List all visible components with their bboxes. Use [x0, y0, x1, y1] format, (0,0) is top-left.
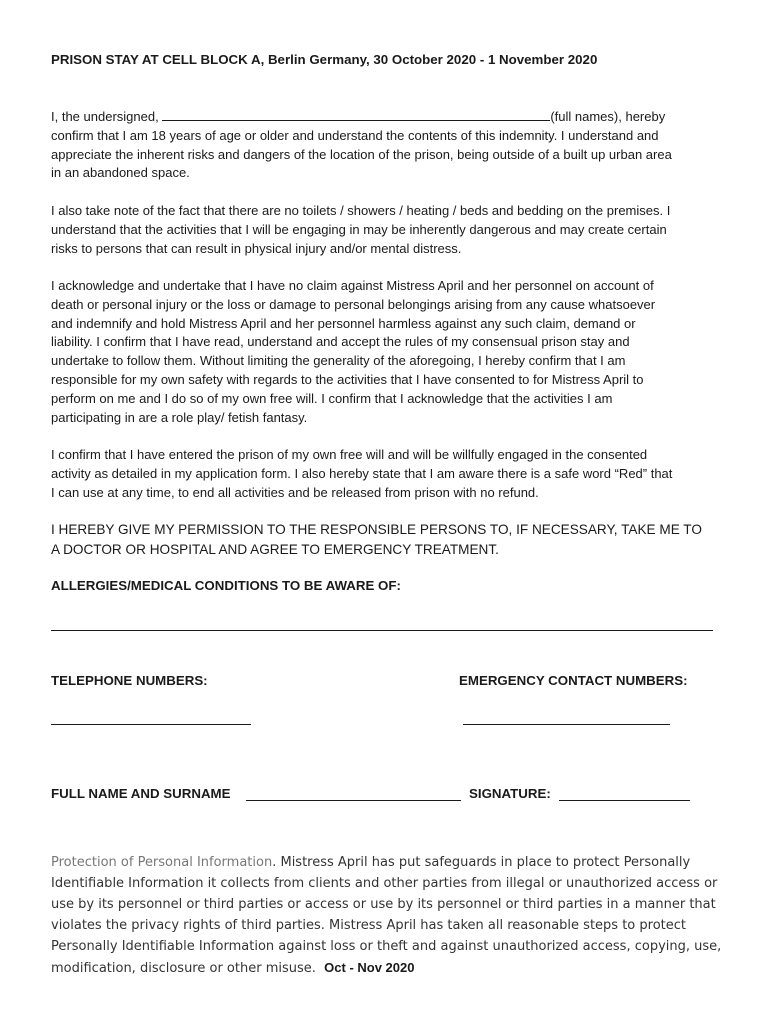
- allergies-label: ALLERGIES/MEDICAL CONDITIONS TO BE AWARE OF:: [51, 578, 401, 593]
- permission-paragraph: [51, 520, 702, 560]
- confirm-line: activity as detailed in my application form. I also hereby state that I am aware there is a safe word “Red” that: [51, 465, 673, 481]
- privacy-body: . Mistress April has put safeguards in place to protect Personally Identifiable Information it collects from clients and other parties from illegal or unauthorized access or use by its personnel or third parties or access or use by its personnel or third parties in a manner that violates the privacy rights of third parties. Mistress April has taken all reasonable steps to protect Personally Identifiable Information against loss or theft and against unauthorized access, copying, use, modification, disclosure or other misuse.: [51, 855, 722, 976]
- allergies-field[interactable]: [51, 617, 713, 631]
- confirm-line: I can use at any time, to end all activities and be released from prison with no refund.: [51, 484, 539, 500]
- intro-line: appreciate the inherent risks and dangers of the location of the prison, being outside of a built up urban area: [51, 146, 672, 162]
- permission-line: I HEREBY GIVE MY PERMISSION TO THE RESPONSIBLE PERSONS TO, IF NECESSARY, TAKE ME TO: [51, 522, 702, 537]
- acknowledge-line: perform on me and I do so of my own free will. I confirm that I acknowledge that the activities I am: [51, 390, 613, 406]
- signature-label: SIGNATURE:: [469, 786, 551, 801]
- privacy-lead: Protection of Personal Information: [51, 855, 273, 870]
- acknowledge-line: liability. I confirm that I have read, understand and accept the rules of my consensual prison stay and: [51, 334, 630, 350]
- document-title: PRISON STAY AT CELL BLOCK A, Berlin Germany, 30 October 2020 - 1 November 2020: [51, 52, 598, 67]
- full-name-label: FULL NAME AND SURNAME: [51, 786, 231, 801]
- emergency-contact-field[interactable]: [463, 711, 670, 725]
- emergency-contact-label: EMERGENCY CONTACT NUMBERS:: [459, 673, 688, 688]
- telephone-label: TELEPHONE NUMBERS:: [51, 673, 208, 688]
- facilities-line: I also take note of the fact that there are no toilets / showers / heating / beds and bedding on the premises. I: [51, 203, 671, 218]
- facilities-line: risks to persons that can result in physical injury and/or mental distress.: [51, 240, 462, 256]
- acknowledge-line: responsible for my own safety with regards to the activities that I have consented to for Mistress April to: [51, 371, 644, 387]
- full-name-field[interactable]: [246, 787, 461, 801]
- acknowledge-line: and indemnify and hold Mistress April and her personnel harmless against any such claim, demand or: [51, 315, 636, 331]
- intro-before-blank: I, the undersigned,: [51, 109, 159, 124]
- intro-paragraph: [51, 108, 721, 183]
- permission-line: A DOCTOR OR HOSPITAL AND AGREE TO EMERGENCY TREATMENT.: [51, 542, 499, 557]
- confirm-line: I confirm that I have entered the prison of my own free will and will be willfully engaged in the consented: [51, 447, 648, 462]
- acknowledge-line: I acknowledge and undertake that I have no claim against Mistress April and her personnel on account of: [51, 278, 654, 293]
- document-date: Oct - Nov 2020: [324, 960, 415, 975]
- confirm-paragraph: [51, 446, 721, 502]
- full-names-field[interactable]: [162, 108, 550, 121]
- intro-line: in an abandoned space.: [51, 165, 190, 181]
- acknowledge-line: participating in are a role play/ fetish fantasy.: [51, 409, 308, 425]
- facilities-line: understand that the activities that I will be engaging in may be inherently dangerous and may create certain: [51, 221, 667, 237]
- intro-after-blank: (full names), hereby: [550, 109, 666, 124]
- privacy-notice: [51, 852, 731, 979]
- intro-line: confirm that I am 18 years of age or older and understand the contents of this indemnity. I understand and: [51, 127, 659, 143]
- intro-first-line: [51, 108, 721, 127]
- signature-field[interactable]: [559, 787, 690, 801]
- acknowledge-line: death or personal injury or the loss or damage to personal belongings arising from any cause whatsoever: [51, 296, 656, 312]
- facilities-paragraph: [51, 202, 721, 258]
- acknowledge-paragraph: [51, 277, 721, 427]
- telephone-field[interactable]: [51, 711, 251, 725]
- acknowledge-line: undertake to follow them. Without limiting the generality of the aforegoing, I hereby confirm that I am: [51, 353, 626, 369]
